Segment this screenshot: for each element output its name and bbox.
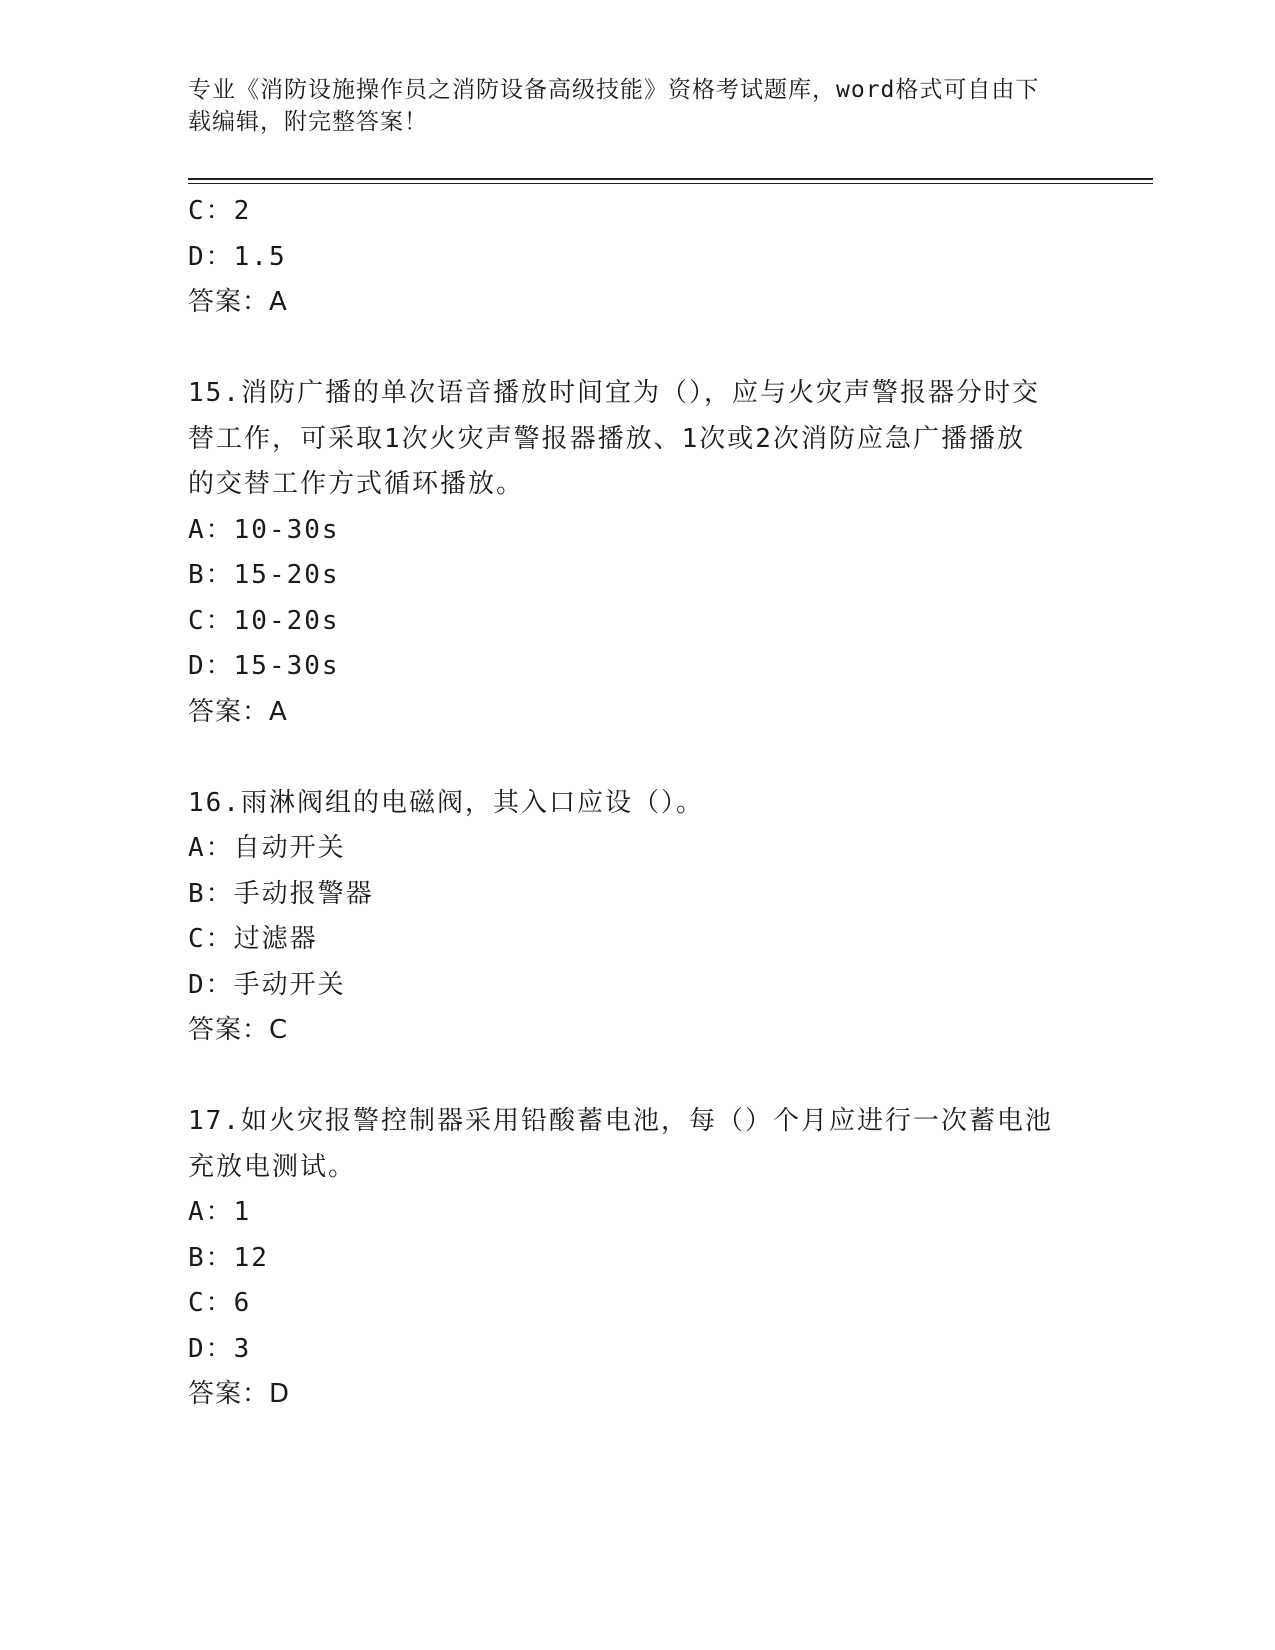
option-row: [188, 508, 1088, 554]
prev-question-block: [188, 189, 1088, 326]
option-text: 2: [233, 196, 252, 226]
spacer: [188, 326, 1088, 372]
option-label: A：: [188, 1197, 234, 1227]
question-text-line: 15.消防广播的单次语音播放时间宜为（），应与火灾声警报器分时交: [188, 378, 1040, 408]
option-row: [188, 1236, 1088, 1282]
option-text: 10-20s: [233, 605, 340, 636]
question-text-line: 充放电测试。: [188, 1151, 357, 1182]
option-row: [188, 1281, 1088, 1327]
option-text: 15-20s: [233, 560, 340, 590]
option-label: D：: [188, 969, 234, 1000]
option-label: C：: [188, 196, 234, 226]
option-label: D：: [188, 651, 234, 681]
question-block-16: [188, 781, 1088, 1054]
option-row: [188, 826, 1088, 872]
option-text: 12: [233, 1242, 269, 1273]
option-row: [188, 872, 1088, 918]
answer-line: 答案：A: [188, 696, 288, 727]
option-text: 自动开关: [233, 833, 346, 863]
header-line-1: 专业《消防设施操作员之消防设备高级技能》资格考试题库，word格式可自由下: [188, 77, 1040, 103]
option-text: 过滤器: [233, 924, 318, 954]
question-text-line: 替工作，可采取1次火灾声警报器播放、1次或2次消防应急广播播放: [188, 423, 1025, 454]
option-text: 3: [233, 1333, 252, 1364]
option-row: [188, 189, 1088, 235]
option-label: A：: [188, 514, 234, 545]
option-row: [188, 917, 1088, 963]
option-row: [188, 553, 1088, 599]
option-label: C：: [188, 1288, 234, 1318]
answer-line: 答案：D: [188, 1379, 291, 1409]
option-row: [188, 644, 1088, 690]
header-line-2: 载编辑，附完整答案！: [188, 109, 428, 135]
spacer: [188, 735, 1088, 781]
question-block-15: [188, 371, 1088, 735]
option-label: A：: [188, 833, 234, 863]
option-label: B：: [188, 560, 234, 590]
option-label: D：: [188, 1333, 234, 1364]
question-text-line: 16.雨淋阀组的电磁阀，其入口应设（）。: [188, 787, 704, 818]
option-label: D：: [188, 241, 234, 272]
option-text: 1.5: [233, 241, 287, 272]
option-label: C：: [188, 924, 234, 954]
question-text-line: 17.如火灾报警控制器采用铅酸蓄电池，每（）个月应进行一次蓄电池: [188, 1106, 1053, 1136]
header-divider-thick: [188, 178, 1153, 180]
document-header: [188, 74, 1088, 138]
option-text: 1: [233, 1197, 252, 1227]
option-row: [188, 235, 1088, 281]
option-text: 10-30s: [233, 514, 340, 545]
option-text: 15-30s: [233, 651, 340, 681]
question-text-line: 的交替工作方式循环播放。: [188, 469, 525, 499]
answer-line: 答案：C: [188, 1015, 289, 1045]
option-text: 手动报警器: [233, 878, 374, 909]
option-label: C：: [188, 605, 234, 636]
option-row: [188, 963, 1088, 1009]
option-text: 6: [233, 1288, 252, 1318]
question-content: [188, 189, 1088, 1418]
option-label: B：: [188, 1242, 234, 1273]
option-label: B：: [188, 878, 234, 909]
option-row: [188, 1190, 1088, 1236]
option-row: [188, 1327, 1088, 1373]
option-text: 手动开关: [233, 969, 346, 1000]
header-divider-thin: [188, 183, 1153, 184]
answer-line: 答案：A: [188, 287, 288, 317]
option-row: [188, 599, 1088, 645]
question-block-17: [188, 1099, 1088, 1418]
spacer: [188, 1054, 1088, 1100]
